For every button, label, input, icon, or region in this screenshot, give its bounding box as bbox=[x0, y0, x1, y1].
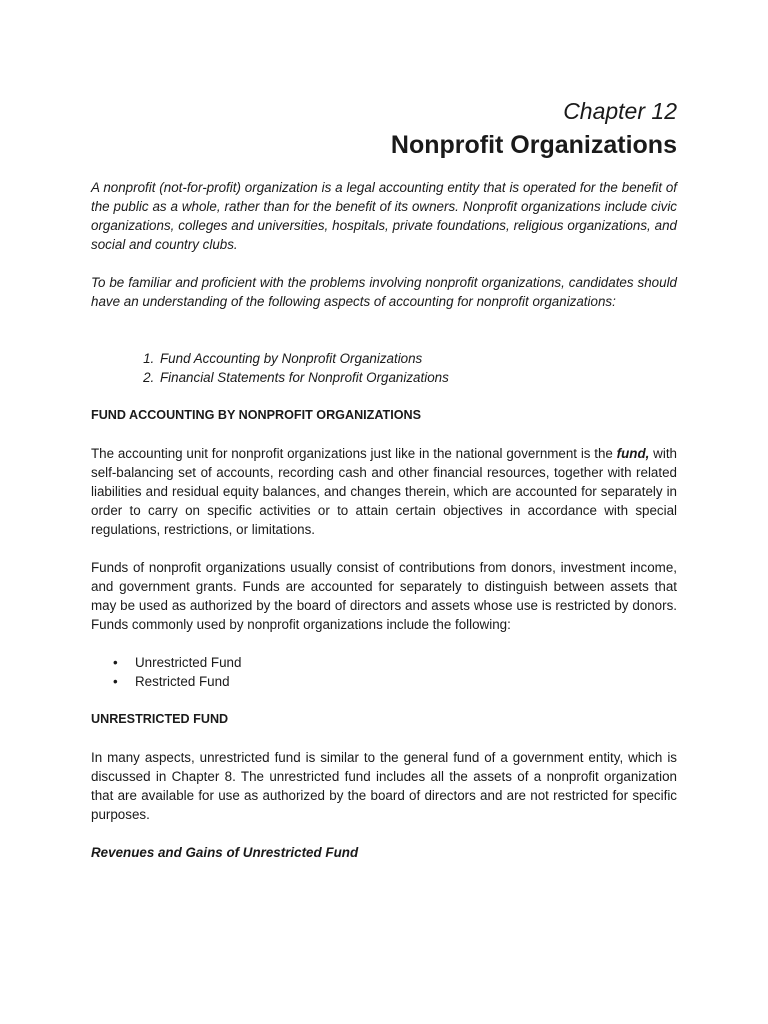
fund-item-label: Unrestricted Fund bbox=[135, 655, 242, 670]
funds-list bbox=[91, 653, 677, 691]
fund-term-emphasis: fund, bbox=[616, 446, 650, 461]
revenues-gains-subheading: Revenues and Gains of Unrestricted Fund bbox=[91, 845, 359, 860]
intro-definition-paragraph: A nonprofit (not-for-profit) organization is a legal accounting entity that is operated for the benefit of the public as a whole, rather than for the benefit of its owners. Nonprofit organizations include civic organizations, colleges and universities, hospitals, private foundations, religious organizations, and social and country clubs. bbox=[91, 180, 677, 252]
fund-definition-text-before: The accounting unit for nonprofit organizations just like in the national government is the bbox=[91, 446, 617, 461]
chapter-title: Nonprofit Organizations bbox=[390, 131, 677, 159]
fund-definition-text-after: with self-balancing set of accounts, recording cash and other financial resources, together with related liabilities and residual equity balances, and changes therein, which are accounted for separately in order to carry on specific activities or to attain certain objectives in accordance with special regulations, restrictions, or limitations. bbox=[91, 446, 677, 537]
topics-list bbox=[91, 349, 677, 387]
topic-item: 1. Fund Accounting by Nonprofit Organizations bbox=[158, 349, 677, 368]
list-item bbox=[113, 672, 677, 691]
fund-accounting-heading: FUND ACCOUNTING BY NONPROFIT ORGANIZATIONS bbox=[91, 408, 421, 422]
bullet-icon: • bbox=[113, 674, 118, 689]
topic-item: 2. Financial Statements for Nonprofit Organizations bbox=[158, 368, 677, 387]
intro-familiarity-paragraph: To be familiar and proficient with the problems involving nonprofit organizations, candidates should have an understanding of the following aspects of accounting for nonprofit organizations: bbox=[91, 275, 677, 309]
fund-item-label: Restricted Fund bbox=[135, 674, 230, 689]
list-item bbox=[113, 653, 677, 672]
fund-sources-paragraph: Funds of nonprofit organizations usually consist of contributions from donors, investment income, and government grants. Funds are accounted for separately to distinguish between assets that may be used as authorized by the board of directors and assets whose use is restricted by donors. Funds commonly used by nonprofit organizations include the following: bbox=[91, 560, 677, 632]
document-page bbox=[91, 96, 677, 862]
fund-definition-paragraph bbox=[91, 444, 677, 539]
unrestricted-fund-paragraph: In many aspects, unrestricted fund is similar to the general fund of a government entity, which is discussed in Chapter 8. The unrestricted fund includes all the assets of a nonprofit organization that are available for use as authorized by the board of directors and are not restricted for specific purposes. bbox=[91, 750, 677, 822]
chapter-number: Chapter 12 bbox=[563, 98, 677, 124]
bullet-icon: • bbox=[113, 655, 118, 670]
unrestricted-fund-heading: UNRESTRICTED FUND bbox=[91, 712, 229, 726]
